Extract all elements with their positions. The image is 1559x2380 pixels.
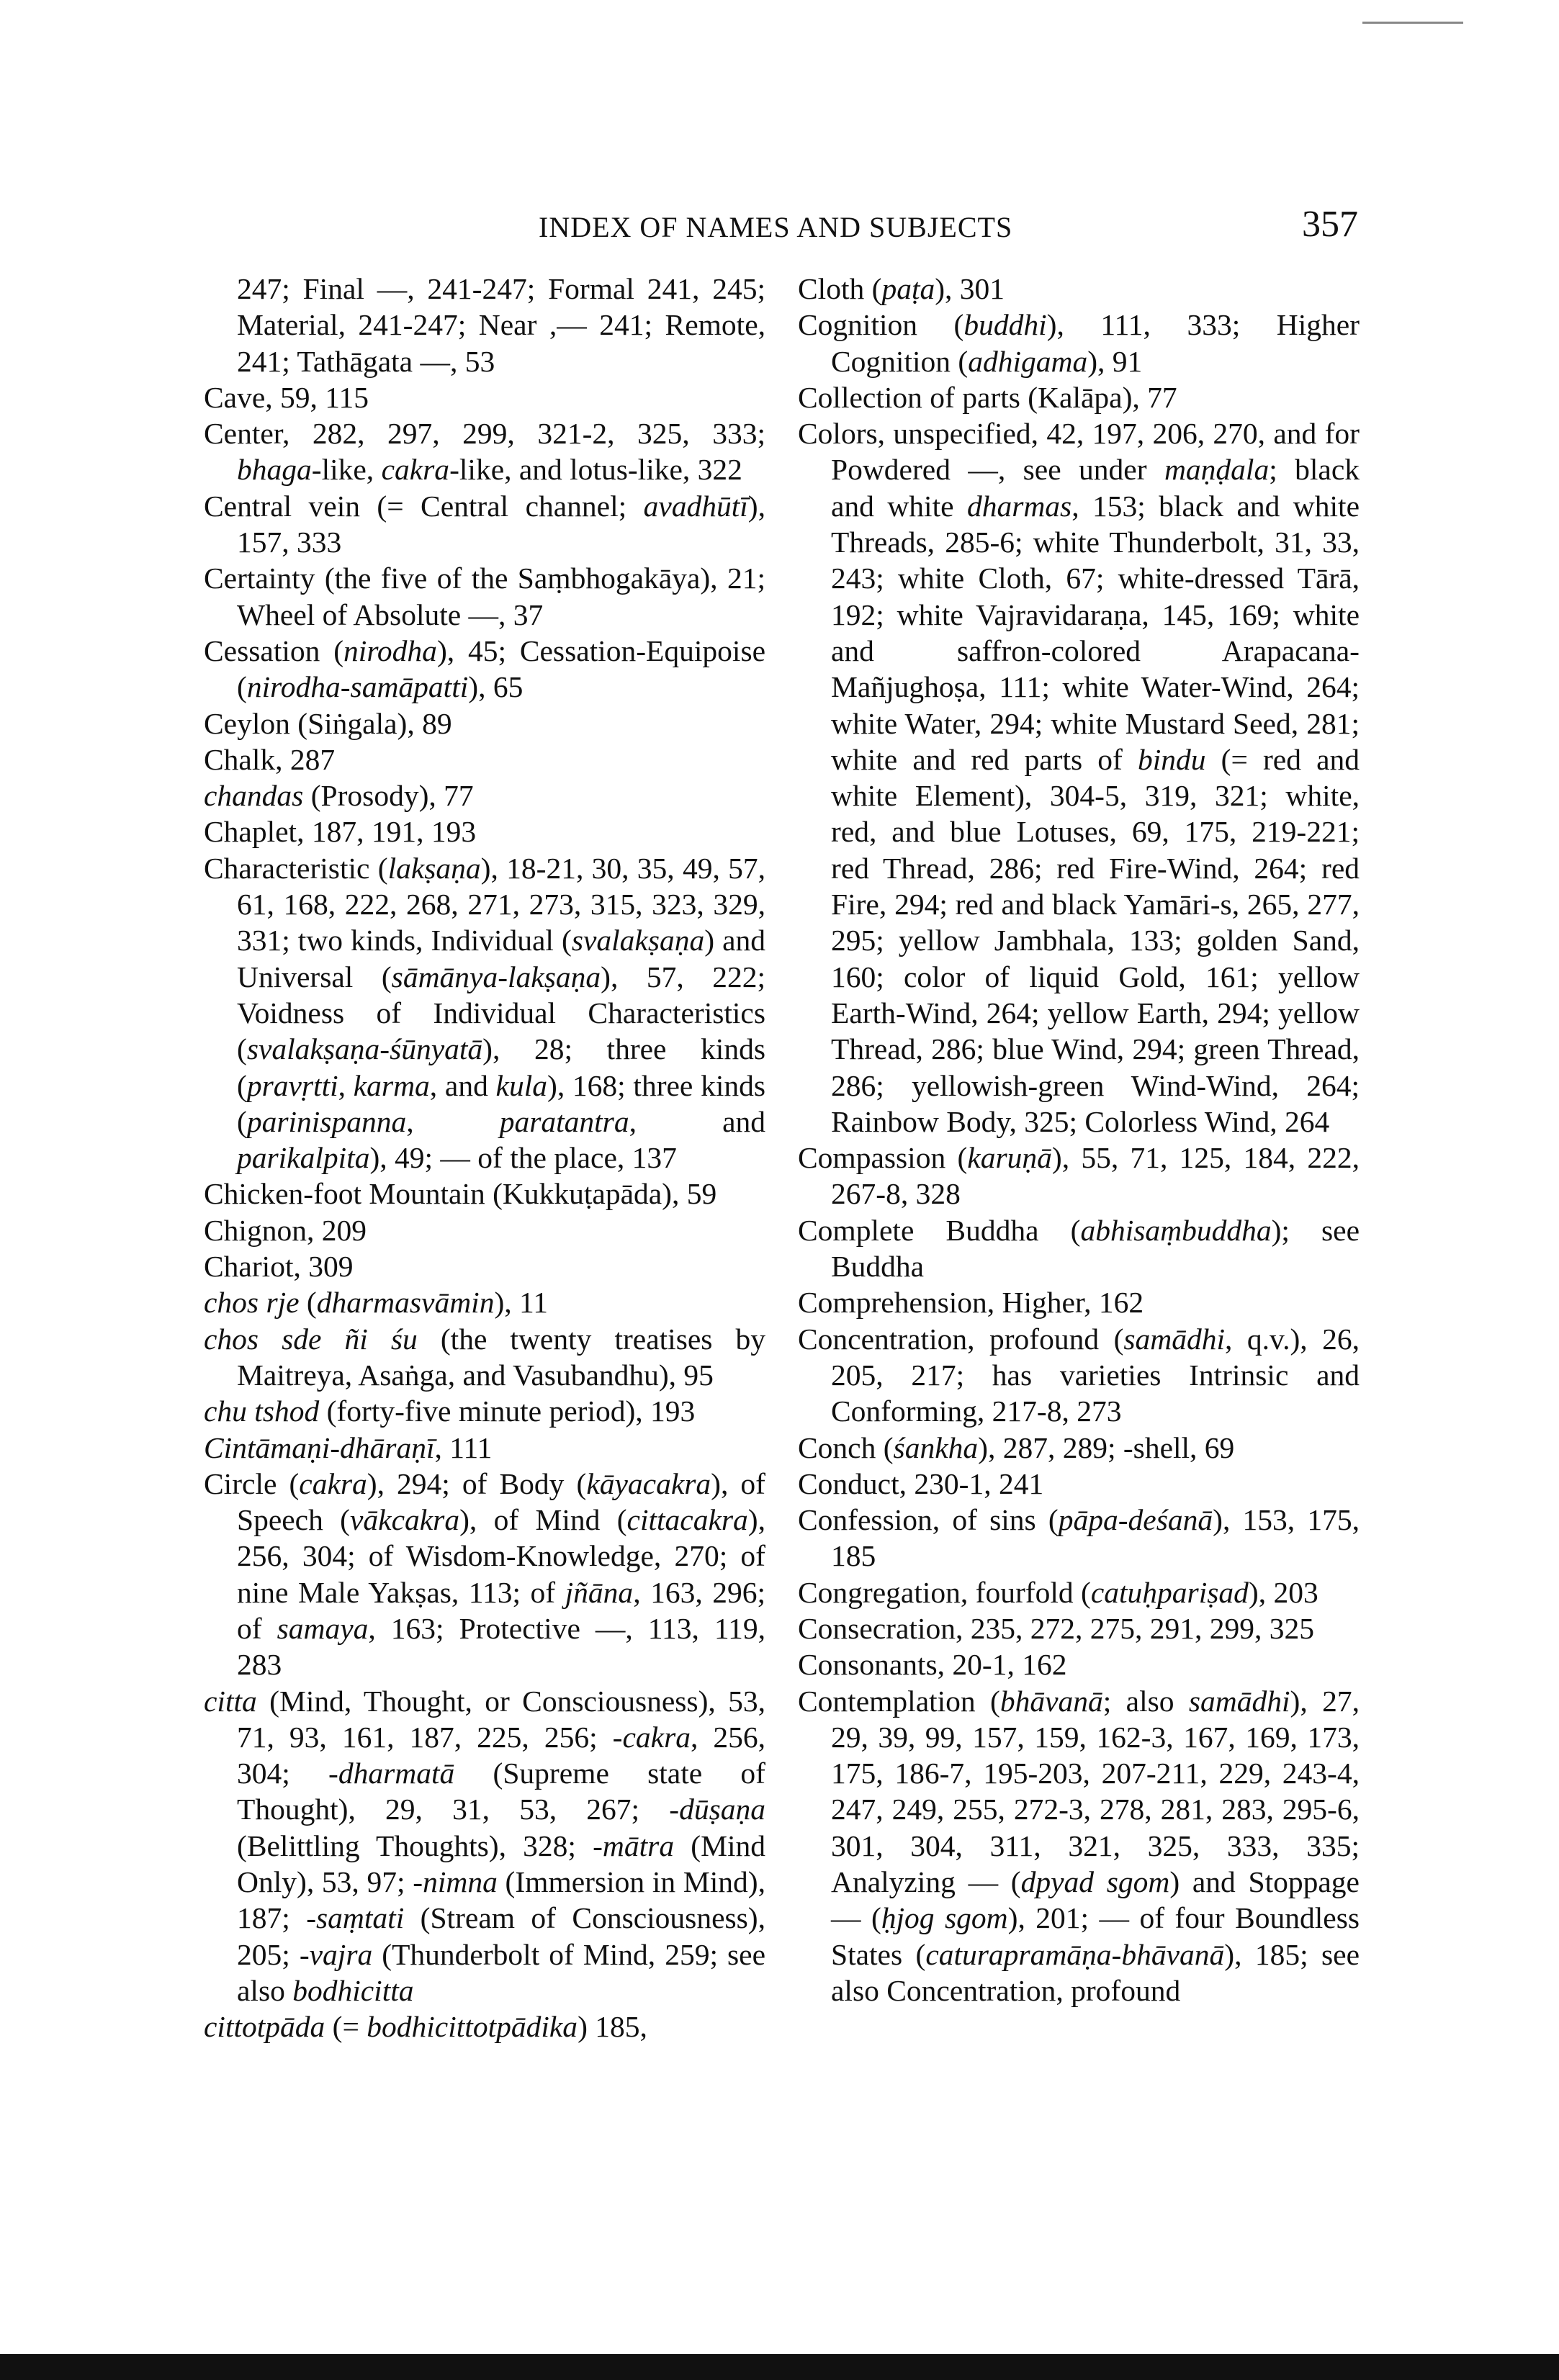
index-entry: Colors, unspecified, 42, 197, 206, 270, and for Powdered —, see under maṇḍala; black and white dharmas, 153; black and white Threads, 285-6; white Thunderbolt, 31, 33, 243; white Cloth, 67; white-dressed Tārā, 192; white Vajravidaraṇa, 145, 169; white and saffron-colored Arapacana-Mañjughoṣa, 111; white Water-Wind, 264; white Water, 294; white Mustard Seed, 281; white and red parts of bindu (= red and white Element), 304-5, 319, 321; white, red, and blue Lotuses, 69, 175, 219-221; red Thread, 286; red Fire-Wind, 264; red Fire, 294; red and black Yamāri-s, 265, 277, 295; yellow Jambhala, 133; golden Sand, 160; color of liquid Gold, 161; yellow Earth-Wind, 264; yellow Earth, 294; yellow Thread, 286; blue Wind, 294; green Thread, 286; yellowish-green Wind-Wind, 264; Rainbow Body, 325; Colorless Wind, 264 xyxy=(798,417,1360,1138)
running-header xyxy=(0,203,1559,261)
index-entry: Chaplet, 187, 191, 193 xyxy=(204,815,477,849)
index-entry: Chignon, 209 xyxy=(204,1213,367,1247)
index-entry: Center, 282, 297, 299, 321-2, 325, 333; bhaga-like, cakra-like, and lotus-like, 322 xyxy=(204,417,765,487)
scan-edge xyxy=(0,2354,1559,2380)
index-entry: Chicken-foot Mountain (Kukkuṭapāda), 59 xyxy=(204,1177,717,1211)
index-entry: Ceylon (Siṅgala), 89 xyxy=(204,706,452,740)
index-entry: Cave, 59, 115 xyxy=(204,380,369,414)
index-entry: Conch (śankha), 287, 289; -shell, 69 xyxy=(798,1430,1235,1464)
index-entry: Complete Buddha (abhisaṃbuddha); see Buddha xyxy=(798,1213,1360,1284)
index-entry: Central vein (= Central channel; avadhūtī), 157, 333 xyxy=(204,489,765,559)
index-entry: Comprehension, Higher, 162 xyxy=(798,1286,1144,1320)
index-entry: Chalk, 287 xyxy=(204,742,336,776)
page-number: 357 xyxy=(1302,204,1358,245)
index-entry: Concentration, profound (samādhi, q.v.), 26, 205, 217; has varieties Intrinsic and Conforming, 217-8, 273 xyxy=(798,1322,1360,1428)
index-entry: chandas (Prosody), 77 xyxy=(204,779,474,813)
index-entry: Cognition (buddhi), 111, 333; Higher Cognition (adhigama), 91 xyxy=(798,308,1360,378)
index-entry: Confession, of sins (pāpa-deśanā), 153, 175, 185 xyxy=(798,1503,1360,1573)
index-entry: Conduct, 230-1, 241 xyxy=(798,1466,1044,1500)
index-entry: Certainty (the five of the Saṃbhogakāya), 21; Wheel of Absolute —, 37 xyxy=(204,562,765,631)
index-entry: chu tshod (forty-five minute period), 193 xyxy=(204,1394,696,1428)
index-entry: Consonants, 20-1, 162 xyxy=(798,1648,1067,1682)
index-entry: Circle (cakra), 294; of Body (kāyacakra), of Speech (vākcakra), of Mind (cittacakra), 256, 304; of Wisdom-Knowledge, 270; of nine Male Yakṣas, 113; of jñāna, 163, 296; of samaya, 163; Protective —, 113, 119, 283 xyxy=(204,1466,765,1682)
index-entry: Compassion (karuṇā), 55, 71, 125, 184, 222, 267-8, 328 xyxy=(798,1141,1360,1211)
index-entry: chos rje (dharmasvāmin), 11 xyxy=(204,1286,548,1320)
index-entry: Cessation (nirodha), 45; Cessation-Equipoise (nirodha-samāpatti), 65 xyxy=(204,634,766,704)
index-entry: Congregation, fourfold (catuḥpariṣad), 203 xyxy=(798,1575,1318,1609)
top-rule xyxy=(1362,22,1463,24)
index-entry: citta (Mind, Thought, or Consciousness), 53, 71, 93, 161, 187, 225, 256; -cakra, 256, 304; -dharmatā (Supreme state of Thought), 29, 31, 53, 267; -dūṣaṇa (Belittling Thoughts), 328; -mātra (Mind Only), 53, 97; -nimna (Immersion in Mind), 187; -saṃtati (Stream of Consciousness), 205; -vajra (Thunderbolt of Mind, 259; see also bodhicitta xyxy=(204,1684,766,2007)
index-entry: cittotpāda (= bodhicittotpādika) 185, xyxy=(204,2010,647,2044)
index-entry: Chariot, 309 xyxy=(204,1250,354,1284)
left-column xyxy=(204,271,765,2045)
index-entry: Characteristic (lakṣaṇa), 18-21, 30, 35, 49, 57, 61, 168, 222, 268, 271, 273, 315, 323, 329, 331; two kinds, Individual (svalakṣaṇa) and Universal (sāmānya-lakṣaṇa), 57, 222; Voidness of Individual Characteristics (svalakṣaṇa-śūnyatā), 28; three kinds (pravṛtti, karma, and kula), 168; three kinds (parinispanna, paratantra, and parikalpita), 49; — of the place, 137 xyxy=(204,851,766,1175)
index-entry: Collection of parts (Kalāpa), 77 xyxy=(798,380,1177,414)
header-title: INDEX OF NAMES AND SUBJECTS xyxy=(539,211,1013,243)
index-entry: Cintāmaṇi-dhāraṇī, 111 xyxy=(204,1430,493,1464)
index-entry: Consecration, 235, 272, 275, 291, 299, 325 xyxy=(798,1611,1314,1645)
index-entry: Contemplation (bhāvanā; also samādhi), 27, 29, 39, 99, 157, 159, 162-3, 167, 169, 173, 175, 186-7, 195-203, 207-211, 229, 243-4, 247, 249, 255, 272-3, 278, 281, 283, 295-6, 301, 304, 311, 321, 325, 333, 335; Analyzing — (dpyad sgom) and Stoppage — (ḥjog sgom), 201; — of four Boundless States (caturapramāṇa-bhāvanā), 185; see also Concentration, profound xyxy=(798,1684,1360,2007)
index-entry: chos sde ñi śu (the twenty treatises by Maitreya, Asaṅga, and Vasubandhu), 95 xyxy=(204,1322,765,1392)
right-column xyxy=(798,271,1360,2009)
index-entry: 247; Final —, 241-247; Formal 241, 245; Material, 241-247; Near ,— 241; Remote, 241; Tathāgata —, 53 xyxy=(237,272,765,378)
index-entry: Cloth (paṭa), 301 xyxy=(798,272,1005,305)
